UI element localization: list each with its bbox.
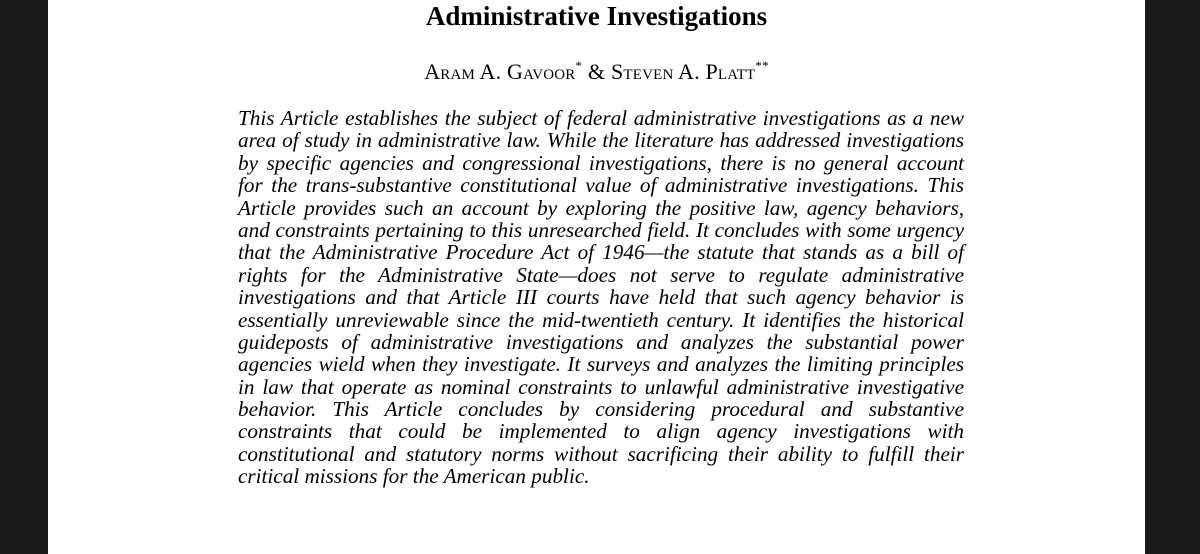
- right-dark-margin: [1145, 0, 1200, 554]
- author-separator: &: [582, 59, 611, 84]
- abstract-line: rights for the Administrative State—does not serve to regulate administrative: [238, 262, 964, 287]
- abstract-line: critical missions for the American public.: [238, 464, 590, 489]
- abstract-line: investigations and that Article III courts have held that such agency behavior is: [238, 285, 964, 310]
- footnote-marker: **: [755, 58, 769, 73]
- abstract-line: essentially unreviewable since the mid-twentieth century. It identifies the historical: [238, 307, 964, 332]
- abstract-line: guideposts of administrative investigations and analyzes the substantial power: [238, 329, 964, 354]
- abstract-line: area of study in administrative law. While the literature has addressed investigations: [238, 128, 964, 153]
- abstract-line: agencies wield when they investigate. It surveys and analyzes the limiting principles: [238, 352, 964, 377]
- abstract-line: Article provides such an account by exploring the positive law, agency behaviors,: [238, 195, 964, 220]
- author-name: Steven A. Platt: [610, 59, 756, 84]
- abstract-line: This Article establishes the subject of federal administrative investigations as a new: [238, 106, 964, 130]
- abstract-line: and constraints pertaining to this unresearched field. It concludes with some urgency: [238, 217, 964, 242]
- abstract-line: behavior. This Article concludes by considering procedural and substantive: [238, 397, 964, 422]
- abstract-line: constitutional and statutory norms without sacrificing their ability to fulfill their: [238, 441, 964, 466]
- abstract-line: for the trans-substantive constitutional value of administrative investigations. This: [238, 173, 964, 198]
- author-line: [48, 57, 1145, 87]
- abstract-line: by specific agencies and congressional investigations, there is no general account: [238, 150, 964, 175]
- footnote-marker: *: [575, 58, 583, 73]
- abstract-line: in law that operate as nominal constraints to unlawful administrative investigative: [238, 374, 964, 399]
- abstract-line: constraints that could be implemented to align agency investigations with: [238, 419, 964, 444]
- left-dark-margin: [0, 0, 48, 554]
- article-title: Administrative Investigations: [425, 1, 768, 31]
- abstract-line: that the Administrative Procedure Act of 1946—the statute that stands as a bill of: [238, 240, 964, 265]
- abstract: [238, 107, 964, 488]
- document-page: [48, 0, 1145, 554]
- author-name: Aram A. Gavoor: [424, 59, 576, 84]
